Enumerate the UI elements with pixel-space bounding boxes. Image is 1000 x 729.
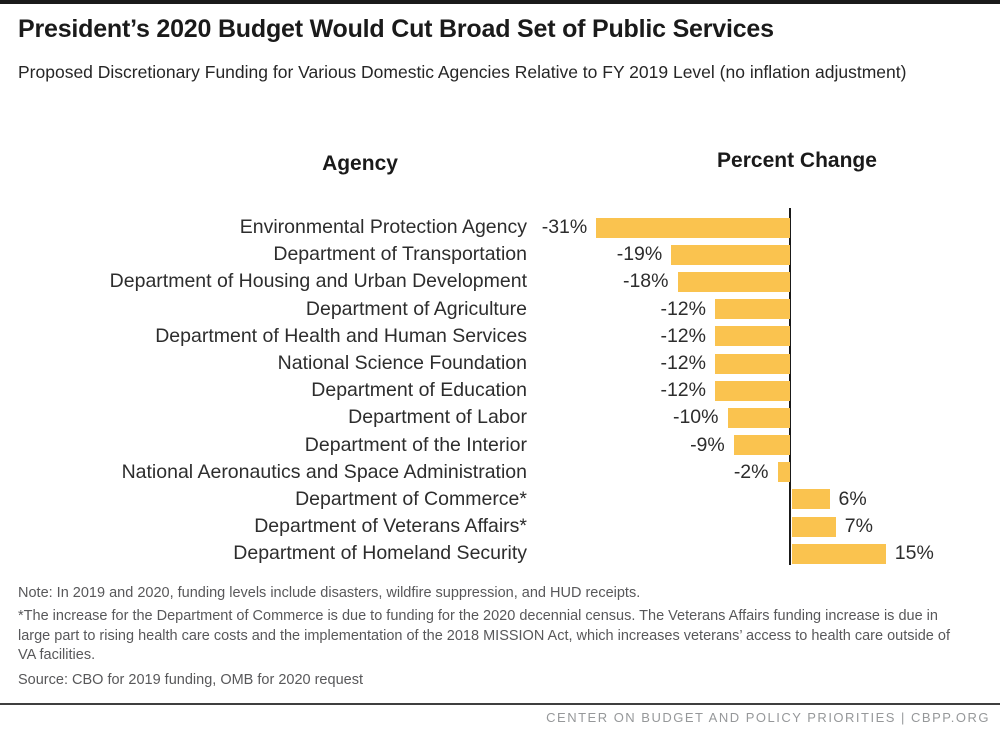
value-label: -10% — [672, 406, 719, 429]
bar-cell — [527, 432, 1000, 459]
bar-chart — [0, 208, 1000, 568]
value-label: -2% — [733, 460, 769, 483]
chart-row — [0, 268, 1000, 295]
agency-label: Department of Homeland Security — [233, 542, 527, 565]
top-border-strip — [0, 0, 1000, 4]
chart-row — [0, 296, 1000, 323]
bar-cell — [527, 214, 1000, 241]
agency-label: National Science Foundation — [277, 351, 527, 374]
footnote-text: *The increase for the Department of Commerce is due to funding for the 2020 decennial census. The Veterans Affairs funding increase is due in large part to rising health care costs and the implementation of the 2018 MISSION Act, which increases veterans’ access to health care outside of VA facilities. — [18, 608, 950, 663]
agency-label: Environmental Protection Agency — [239, 216, 527, 238]
value-label: -31% — [541, 216, 588, 238]
agency-label: Department of Labor — [348, 406, 527, 429]
value-bar — [715, 381, 790, 401]
value-label: -9% — [690, 433, 725, 456]
bar-cell — [527, 513, 1000, 540]
agency-label: Department of Education — [311, 379, 527, 402]
agency-label: Department of Agriculture — [305, 297, 527, 320]
column-header-agency: Agency — [322, 152, 398, 175]
value-label: -12% — [660, 379, 706, 402]
agency-label: Department of Transportation — [273, 243, 527, 266]
chart-row — [0, 214, 1000, 241]
chart-row — [0, 350, 1000, 377]
column-header-percent-change: Percent Change — [717, 149, 877, 172]
chart-row — [0, 432, 1000, 459]
page-title: President’s 2020 Budget Would Cut Broad Set of Public Services — [18, 15, 774, 43]
value-bar — [671, 245, 790, 265]
value-label: 7% — [844, 515, 873, 538]
bar-cell — [527, 540, 1000, 567]
bar-cell — [527, 404, 1000, 431]
chart-row — [0, 513, 1000, 540]
value-label: -12% — [660, 324, 706, 347]
note-text: Note: In 2019 and 2020, funding levels include disasters, wildfire suppression, and HUD receipts. — [18, 585, 641, 601]
bar-cell — [527, 377, 1000, 404]
value-bar — [778, 462, 791, 482]
agency-label: Department of Commerce* — [295, 487, 527, 510]
value-label: -18% — [622, 270, 669, 293]
value-label: -19% — [616, 243, 663, 266]
chart-row — [0, 241, 1000, 268]
bar-cell — [527, 486, 1000, 513]
value-bar — [596, 218, 790, 238]
value-label: 6% — [838, 487, 867, 510]
value-bar — [715, 326, 790, 346]
page-subtitle: Proposed Discretionary Funding for Various Domestic Agencies Relative to FY 2019 Level (no inflation adjustment) — [18, 62, 907, 82]
bar-cell — [527, 459, 1000, 486]
agency-label: National Aeronautics and Space Administration — [121, 460, 527, 483]
value-bar — [715, 299, 790, 319]
chart-row — [0, 377, 1000, 404]
source-text: Source: CBO for 2019 funding, OMB for 2020 request — [18, 672, 363, 688]
agency-label: Department of Housing and Urban Development — [109, 270, 527, 293]
chart-row — [0, 540, 1000, 567]
bar-cell — [527, 350, 1000, 377]
value-bar — [734, 435, 790, 455]
footer-divider — [0, 703, 1000, 705]
value-bar — [792, 544, 886, 564]
bar-cell — [527, 323, 1000, 350]
chart-row — [0, 323, 1000, 350]
bar-cell — [527, 268, 1000, 295]
chart-row — [0, 404, 1000, 431]
value-label: 15% — [894, 542, 934, 565]
agency-label: Department of Veterans Affairs* — [254, 515, 527, 538]
bar-cell — [527, 241, 1000, 268]
value-bar — [728, 408, 791, 428]
value-bar — [792, 517, 836, 537]
chart-row — [0, 486, 1000, 513]
value-label: -12% — [660, 351, 706, 374]
agency-label: Department of Health and Human Services — [155, 324, 527, 347]
agency-label: Department of the Interior — [304, 433, 527, 456]
footer-attribution: CENTER ON BUDGET AND POLICY PRIORITIES | CBPP.ORG — [546, 710, 990, 725]
bar-cell — [527, 296, 1000, 323]
value-bar — [678, 272, 791, 292]
value-bar — [792, 489, 830, 509]
value-bar — [715, 354, 790, 374]
value-label: -12% — [660, 297, 706, 320]
chart-row — [0, 459, 1000, 486]
